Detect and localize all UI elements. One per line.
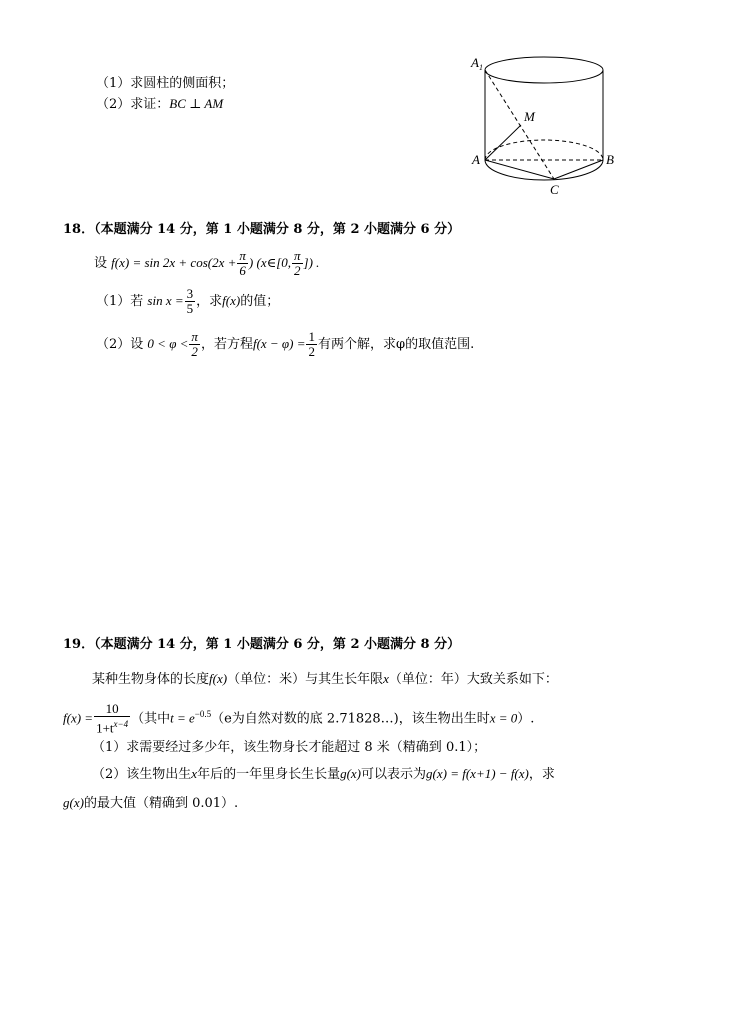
q19-p3-end: 的最大值（精确到 0.01）. — [83, 796, 239, 811]
q18-p1-fx: f(x) — [222, 293, 241, 308]
q18-frac-3-5: $\frac{3}{5}$ — [186, 286, 194, 316]
q18-def-fx: f(x) = sin 2x + cos(2x + — [111, 255, 237, 270]
q19-part1: （1）求需要经过多少年，该生物身长才能超过 8 米（精确到 0.1）； — [92, 740, 487, 755]
q19-intro-b: （单位：米）与其生长年限 — [227, 672, 384, 687]
q18-p1-prefix: （1）若 — [96, 294, 144, 309]
q19-part2-cont — [63, 794, 238, 813]
q18-header: 18．（本题满分 14 分，第 1 小题满分 8 分，第 2 小题满分 6 分） — [63, 222, 461, 237]
label-a: A — [472, 152, 480, 167]
q18-part2 — [96, 327, 474, 361]
label-a1: $A_1$ — [471, 55, 483, 72]
q19-p2-c: 可以表示为 — [361, 767, 427, 782]
q19-formula-frac: $\frac{10}{1+t^{x-4}}$ — [96, 701, 129, 736]
q19-formula-x0: x = 0 — [489, 710, 518, 726]
q18-p2-prefix: （2）设 — [96, 337, 144, 352]
bottom-front-arc — [485, 160, 603, 180]
q19-p2-a: （2）该生物出生 — [92, 767, 192, 782]
q19-p3-gx: g(x) — [63, 795, 84, 810]
segment-ac — [485, 160, 554, 179]
q18-def-prefix: 设 — [94, 256, 108, 271]
label-c: C — [550, 182, 559, 197]
q19-intro-x: x — [383, 671, 389, 686]
q19-formula-mid: （其中 — [131, 711, 171, 727]
label-b: B — [606, 152, 614, 167]
q17-part2-prefix: （2）求证： — [96, 97, 170, 112]
q17-part2 — [96, 95, 223, 114]
q19-intro — [92, 670, 558, 689]
q18-frac-pi-6: $\frac{\pi}{6}$ — [239, 248, 246, 278]
q18-p2-mid: ，若方程 — [200, 337, 253, 352]
q18-frac-1-2: $\frac{1}{2}$ — [308, 329, 315, 359]
q19-formula — [63, 696, 535, 736]
q19-p2-gx: g(x) — [340, 766, 362, 781]
q18-part1 — [96, 284, 279, 318]
q19-p2-formula: g(x) = f(x+1) − f(x) — [426, 766, 529, 781]
q19-intro-a: 某种生物身体的长度 — [92, 672, 210, 687]
q19-header: 19．（本题满分 14 分，第 1 小题满分 6 分，第 2 小题满分 8 分） — [63, 637, 461, 652]
q17-part1: （1）求圆柱的侧面积； — [96, 76, 235, 91]
q18-def-domain: ) (x∈[0, — [248, 255, 292, 270]
q19-formula-end: ）. — [517, 711, 535, 727]
q19-p2-x: x — [191, 766, 198, 781]
q19-formula-t: t = e — [170, 710, 195, 726]
q18-def-domain-end: ]) . — [303, 255, 320, 270]
q19-formula-t-exp: −0.5 — [194, 709, 212, 719]
q19-formula-e: （e为自然对数的底 2.71828…)，该生物出生时 — [211, 711, 490, 727]
q17-part2-math: BC ⊥ AM — [169, 96, 224, 111]
q19-intro-fx: f(x) — [209, 671, 228, 686]
top-ellipse — [485, 57, 603, 83]
q19-formula-lhs: f(x) = — [63, 710, 94, 726]
q18-p1-suffix: ，求 — [196, 294, 223, 309]
label-m: M — [524, 109, 535, 124]
q18-p2-end: 有两个解，求φ的取值范围. — [317, 337, 475, 352]
q18-p1-end: 的值； — [240, 294, 280, 309]
q18-p2-ineq: 0 < φ < — [147, 336, 189, 351]
q19-p2-b: 年后的一年里身长生长量 — [197, 767, 341, 782]
q19-part2 — [92, 765, 555, 784]
q18-definition — [94, 246, 319, 280]
cylinder-figure — [466, 52, 626, 202]
q18-p2-eq: f(x − φ) = — [252, 336, 306, 351]
q18-p1-sin: sin x = — [147, 293, 184, 308]
q19-p2-d: ，求 — [528, 767, 555, 782]
q18-frac-pi-2: $\frac{\pi}{2}$ — [294, 248, 301, 278]
q18-frac-pi-2b: $\frac{\pi}{2}$ — [191, 329, 198, 359]
q19-intro-c: （单位：年）大致关系如下： — [388, 672, 558, 687]
